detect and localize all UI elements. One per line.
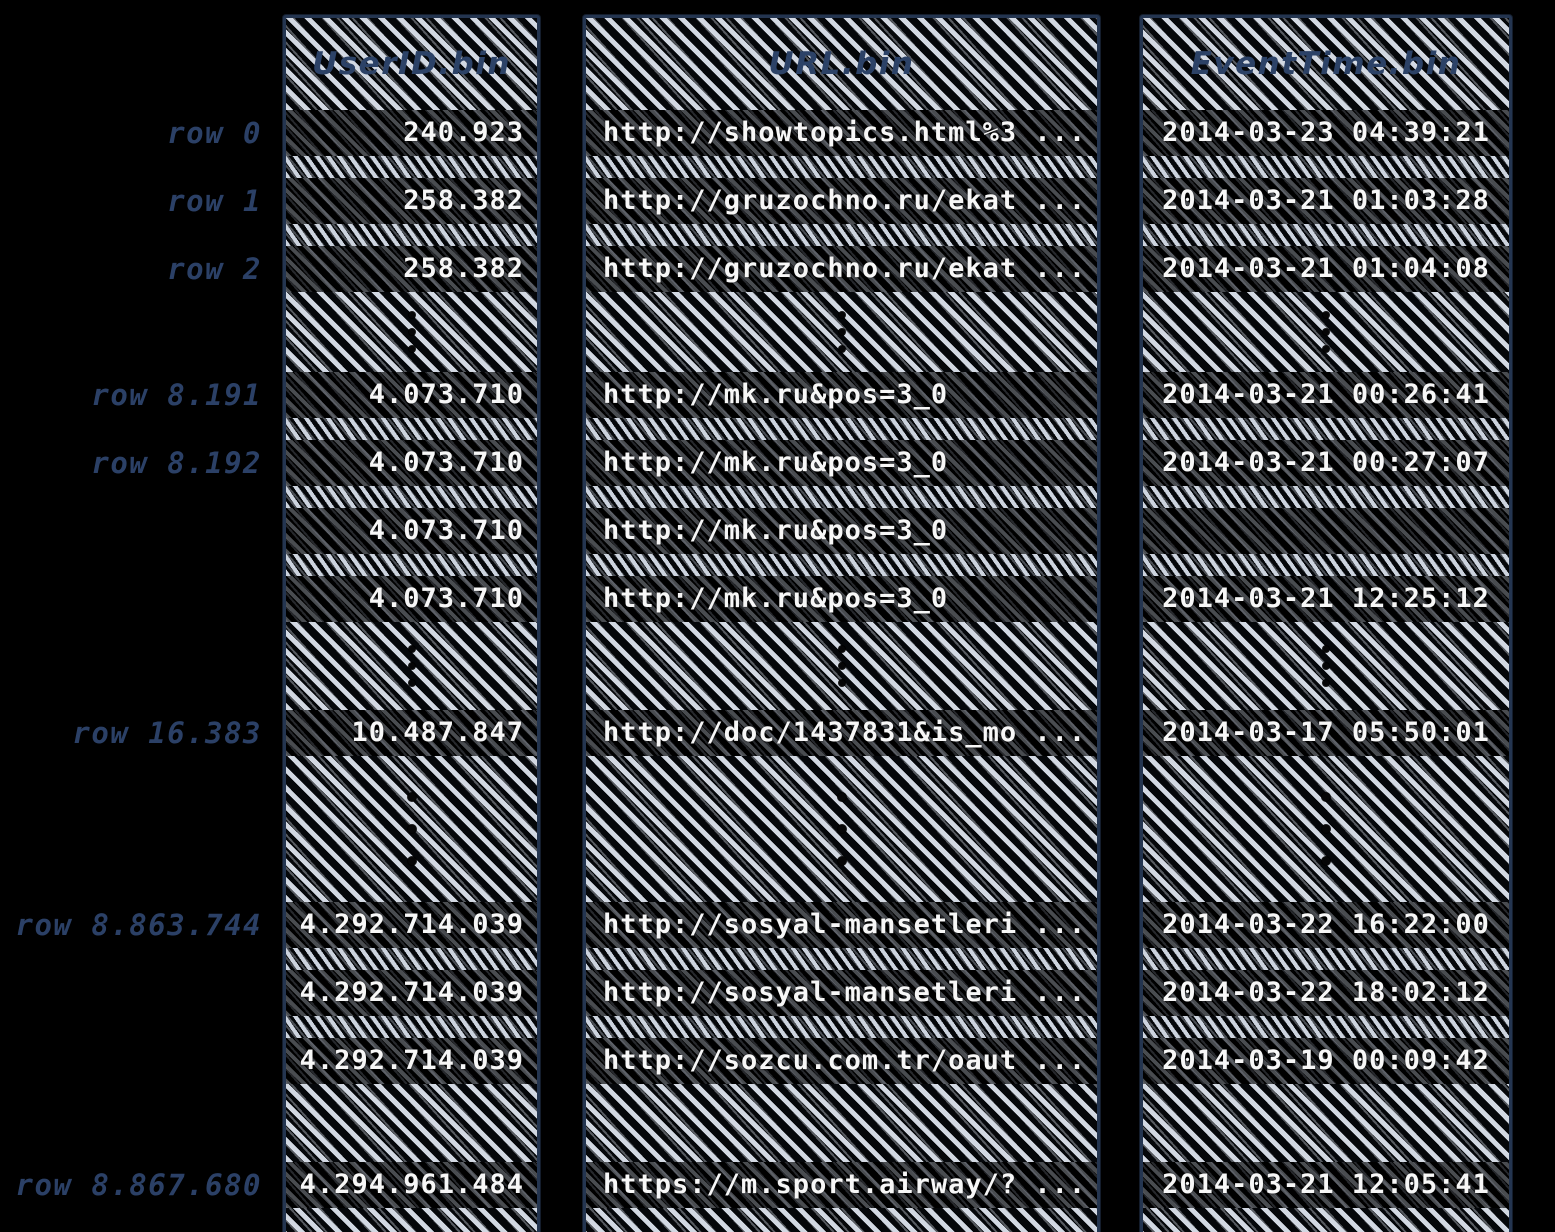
row-label: row 0 [167, 116, 262, 150]
gutter-cell [0, 156, 272, 178]
cell-url: http://mk.ru&pos=3_0 [586, 576, 1097, 622]
cell-eventtime: 2014-03-21 00:27:07 [1143, 440, 1509, 486]
gutter-cell [0, 1038, 272, 1084]
omitted-rows-gap [586, 756, 1097, 902]
dot [1323, 663, 1329, 669]
vertical-ellipsis-dots [586, 622, 1097, 710]
cell-url: http://doc/1437831&is_mo ... [586, 710, 1097, 756]
gutter-cell [0, 1084, 272, 1162]
row-separator [586, 224, 1097, 246]
dot [838, 825, 846, 833]
dot [1323, 680, 1329, 686]
omitted-rows-gap [1143, 756, 1509, 902]
omitted-rows-gap [1143, 1084, 1509, 1162]
column-header-userid: UserID.bin [286, 18, 537, 110]
omitted-rows-gap [286, 292, 537, 372]
row-separator [1143, 418, 1509, 440]
column-footer-band [586, 1208, 1097, 1232]
row-separator [286, 554, 537, 576]
omitted-rows-gap [1143, 622, 1509, 710]
row-separator [286, 418, 537, 440]
row-label: row 8.192 [91, 446, 262, 480]
column-header-url: URL.bin [586, 18, 1097, 110]
cell-userid: 4.073.710 [286, 576, 537, 622]
cell-eventtime: 2014-03-21 01:04:08 [1143, 246, 1509, 292]
gutter-cell [0, 1016, 272, 1038]
gutter-cell [0, 576, 272, 622]
cell-url: https://m.sport.airway/? ... [586, 1162, 1097, 1208]
dot [838, 793, 846, 801]
column-header-eventtime: EventTime.bin [1143, 18, 1509, 110]
omitted-rows-gap [286, 622, 537, 710]
gutter-cell [0, 948, 272, 970]
omitted-rows-gap [586, 622, 1097, 710]
row-label: row 8.867.680 [15, 1168, 262, 1202]
dot [409, 663, 415, 669]
cell-userid: 4.073.710 [286, 508, 537, 554]
row-separator [286, 948, 537, 970]
gutter-cell [0, 418, 272, 440]
dot [1323, 329, 1329, 335]
vertical-ellipsis-dots [1143, 622, 1509, 710]
row-separator [286, 1016, 537, 1038]
cell-userid: 258.382 [286, 246, 537, 292]
dot [838, 857, 846, 865]
row-label: row 8.863.744 [15, 908, 262, 942]
column-userid-bin [283, 15, 540, 1232]
gutter-cell [0, 486, 272, 508]
row-separator [586, 554, 1097, 576]
dot [839, 346, 845, 352]
cell-url: http://mk.ru&pos=3_0 [586, 508, 1097, 554]
gutter-header-spacer [0, 18, 272, 110]
row-separator [1143, 554, 1509, 576]
dot [1323, 346, 1329, 352]
row-separator [286, 156, 537, 178]
row-separator [1143, 1016, 1509, 1038]
vertical-ellipsis-dots [1143, 292, 1509, 372]
row-separator [586, 1016, 1097, 1038]
gutter-cell [0, 622, 272, 710]
cell-userid: 240.923 [286, 110, 537, 156]
cell-url: http://sosyal-mansetleri ... [586, 970, 1097, 1016]
row-separator [286, 486, 537, 508]
cell-url: http://mk.ru&pos=3_0 [586, 372, 1097, 418]
cell-url: http://sozcu.com.tr/oaut ... [586, 1038, 1097, 1084]
row-labels-gutter [0, 15, 272, 1232]
dot [1323, 646, 1329, 652]
dot [409, 329, 415, 335]
cell-eventtime: 2014-03-21 12:05:41 [1143, 1162, 1509, 1208]
gutter-cell [0, 508, 272, 554]
vertical-ellipsis-dots [286, 756, 537, 902]
cell-userid: 4.292.714.039 [286, 1038, 537, 1084]
column-footer-band [286, 1208, 537, 1232]
cell-eventtime: 2014-03-22 16:22:00 [1143, 902, 1509, 948]
row-label: row 2 [167, 252, 262, 286]
row-separator [286, 224, 537, 246]
dot [408, 793, 416, 801]
dot [409, 680, 415, 686]
dot [408, 857, 416, 865]
omitted-rows-gap [286, 1084, 537, 1162]
cell-userid: 10.487.847 [286, 710, 537, 756]
row-separator [1143, 224, 1509, 246]
cell-userid: 4.292.714.039 [286, 902, 537, 948]
row-separator [1143, 156, 1509, 178]
dot [839, 312, 845, 318]
vertical-ellipsis-dots [1143, 756, 1509, 902]
dot [839, 646, 845, 652]
column-eventtime-bin [1140, 15, 1512, 1232]
omitted-rows-gap [1143, 292, 1509, 372]
cell-userid: 4.073.710 [286, 372, 537, 418]
cell-userid: 258.382 [286, 178, 537, 224]
cell-url: http://mk.ru&pos=3_0 [586, 440, 1097, 486]
omitted-rows-gap [586, 292, 1097, 372]
cell-eventtime [1143, 508, 1509, 554]
column-footer-band [1143, 1208, 1509, 1232]
vertical-ellipsis-dots [586, 292, 1097, 372]
column-url-bin [583, 15, 1100, 1232]
cell-eventtime: 2014-03-21 01:03:28 [1143, 178, 1509, 224]
cell-url: http://showtopics.html%3 ... [586, 110, 1097, 156]
row-separator [586, 948, 1097, 970]
dot [1322, 793, 1330, 801]
gutter-cell [0, 292, 272, 372]
gutter-cell [0, 1208, 272, 1232]
dot [409, 646, 415, 652]
row-label: row 1 [167, 184, 262, 218]
cell-eventtime: 2014-03-23 04:39:21 [1143, 110, 1509, 156]
cell-userid: 4.294.961.484 [286, 1162, 537, 1208]
vertical-ellipsis-dots [586, 756, 1097, 902]
cell-userid: 4.073.710 [286, 440, 537, 486]
cell-url: http://gruzochno.ru/ekat ... [586, 246, 1097, 292]
dot [839, 663, 845, 669]
dot [1323, 312, 1329, 318]
cell-url: http://gruzochno.ru/ekat ... [586, 178, 1097, 224]
vertical-ellipsis-dots [286, 622, 537, 710]
dot [408, 825, 416, 833]
gutter-cell [0, 756, 272, 902]
omitted-rows-gap [586, 1084, 1097, 1162]
cell-eventtime: 2014-03-21 12:25:12 [1143, 576, 1509, 622]
row-separator [1143, 486, 1509, 508]
dot [839, 680, 845, 686]
cell-eventtime: 2014-03-21 00:26:41 [1143, 372, 1509, 418]
gutter-cell [0, 970, 272, 1016]
gutter-cell [0, 224, 272, 246]
row-label: row 16.383 [72, 716, 262, 750]
dot [1322, 857, 1330, 865]
omitted-rows-gap [286, 756, 537, 902]
dot [409, 346, 415, 352]
row-separator [1143, 948, 1509, 970]
cell-userid: 4.292.714.039 [286, 970, 537, 1016]
dot [839, 329, 845, 335]
dot [409, 312, 415, 318]
row-label: row 8.191 [91, 378, 262, 412]
cell-url: http://sosyal-mansetleri ... [586, 902, 1097, 948]
vertical-ellipsis-dots [286, 292, 537, 372]
gutter-cell [0, 554, 272, 576]
cell-eventtime: 2014-03-17 05:50:01 [1143, 710, 1509, 756]
row-separator [586, 156, 1097, 178]
row-separator [586, 486, 1097, 508]
cell-eventtime: 2014-03-19 00:09:42 [1143, 1038, 1509, 1084]
row-separator [586, 418, 1097, 440]
dot [1322, 825, 1330, 833]
cell-eventtime: 2014-03-22 18:02:12 [1143, 970, 1509, 1016]
